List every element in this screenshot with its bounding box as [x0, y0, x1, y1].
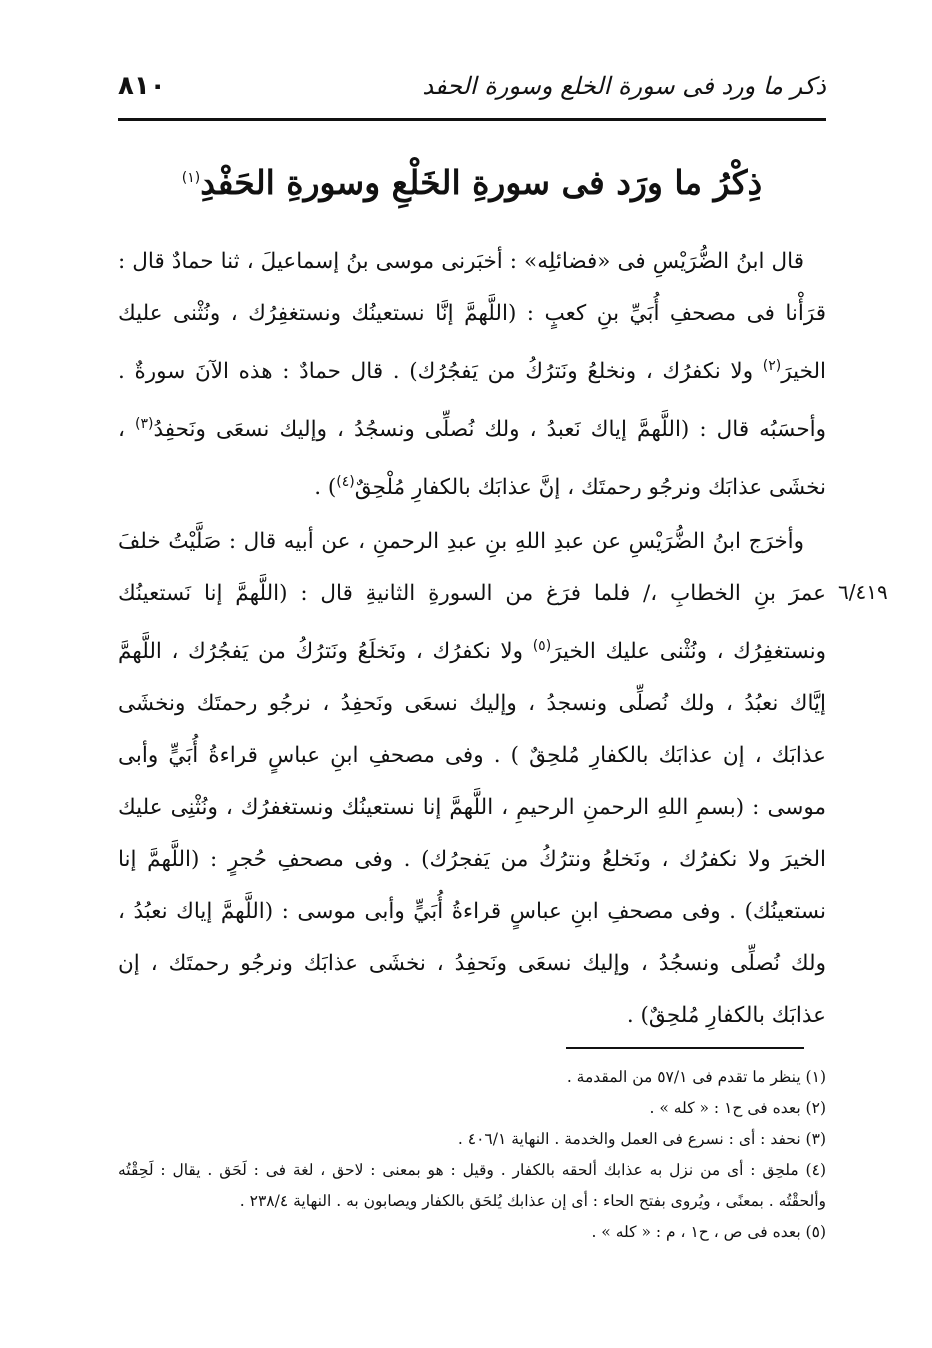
- running-header: [118, 66, 826, 106]
- chapter-title: [118, 148, 826, 213]
- footnotes: [118, 1062, 826, 1248]
- footnote-2: (٢) بعده فى ح١ : « كله » .: [649, 1099, 826, 1117]
- paragraph-1-text-b: ولا نكفرُك ، ونخلعُ ونَترُكُ من يَفجُرُك) . قال حمادٌ : هذه الآنَ سورةٌ . وأحسَبُه قال : (اللَّهمَّ إياك نَعبدُ ، ولك نُصلِّى ونسجُدُ ، وإليك نسعَى ونَحفِدُ: [118, 359, 826, 443]
- paragraph-2-text-a: وأخرَج ابنُ الضُّرَيْسِ عن عبدِ اللهِ بنِ عبدِ الرحمنِ ، عن أبيه قال : صَلَّيْتُ خلفَ عمرَ بنِ الخطابِ ،/ فلما فرَغ من السورةِ الثانيةِ قال : (اللَّهمَّ إنا نَستعينُك ونستغفِرُك ، ونُثْنى عليك الخيرَ: [118, 529, 826, 665]
- paragraph-1-text-c: ، نخشَى عذابَك ونرجُو رحمتَك ، إنَّ عذابَك بالكفارِ مُلْحِقٌ: [118, 417, 826, 501]
- footnote-4: (٤) ملحِق : أى من نزل به عذابك ألحقه بالكفار . وقيل : هو بمعنى : لاحق ، لغة فى : لَحَق . يقال : لَحِقْتُه وألحقْتُه . بمعنًى ، ويُروى بفتح الحاء : أى إن عذابك يُلحَق بالكفار ويصابون به . النهاية ٢٣٨/٤ .: [118, 1161, 826, 1210]
- paragraph-1-text-d: ) .: [314, 475, 337, 501]
- footnote-1: (١) ينظر ما تقدم فى ٥٧/١ من المقدمة .: [566, 1068, 826, 1086]
- footnote-mark-5: (٥): [532, 638, 552, 654]
- footnote-3: (٣) نحفد : أى : نسرع فى العمل والخدمة . النهاية ٤٠٦/١ .: [457, 1130, 826, 1148]
- footnote-rule: [566, 1047, 804, 1049]
- chapter-title-text: ذِكْرُ ما ورَد فى سورةِ الخَلْعِ وسورةِ الحَفْدِ: [200, 163, 763, 202]
- header-rule: [118, 118, 826, 121]
- footnote-mark-1: (١): [181, 170, 201, 186]
- paragraph-1-text-a: قال ابنُ الضُّرَيْسِ فى «فضائلِه» : أخبَرنى موسى بنُ إسماعيلَ ، ثنا حمادٌ قال : قرَأْنا فى مصحفِ أُبَيِّ بنِ كعبٍ : (اللَّهمَّ إنَّا نستعينُك ونستغفِرُك ، ونُثْنى عليك الخيرَ: [118, 249, 826, 385]
- paragraph-1: [118, 236, 826, 514]
- footnote-mark-2: (٢): [762, 358, 782, 374]
- paragraph-2: [118, 516, 826, 1042]
- paragraph-2-text-b: ولا نكفرُك ، ونَخلَعُ ونَترُكُ من يَفجُرُك ، اللَّهمَّ إيَّاك نعبُدُ ، ولك نُصلِّى ونسجدُ ، وإليك نسعَى ونَحفِدُ ، نرجُو رحمتَك ونخشَى عذابَك ، إن عذابَك بالكفارِ مُلحِقٌ ) . وفى مصحفِ ابنِ عباسٍ قراءةُ أُبَيٍّ وأبى موسى : (بسمِ اللهِ الرحمنِ الرحيمِ ، اللَّهمَّ إنا نستعينُك ونستغفرُك ، ونُثْنِى عليك الخيرَ ولا نكفرُك ، ونَخلعُ ونترُكُ من يَفجرُك) . وفى مصحفِ حُجرٍ : (اللَّهمَّ إنا نستعينُك) . وفى مصحفِ ابنِ عباسٍ قراءةُ أُبَيٍّ وأبى موسى : (اللَّهمَّ إياك نعبُدُ ، ولك نُصلِّى ونسجُدُ ، وإليك نسعَى ونَحفِدُ ، نخشَى عذابَك ونرجُو رحمتَك ، إن عذابَك بالكفارِ مُلحِقٌ) .: [118, 639, 826, 1029]
- margin-reference: ٦/٤١٩: [838, 580, 888, 604]
- running-header-title: ذكر ما ورد فى سورة الخلع وسورة الحفد: [422, 72, 826, 100]
- footnote-mark-4: (٤): [336, 474, 355, 491]
- footnote-5: (٥) بعده فى ص ، ح١ ، م : « كله » .: [591, 1223, 826, 1241]
- page-number: ٨١٠: [118, 71, 166, 101]
- footnote-mark-3: (٣): [135, 416, 154, 433]
